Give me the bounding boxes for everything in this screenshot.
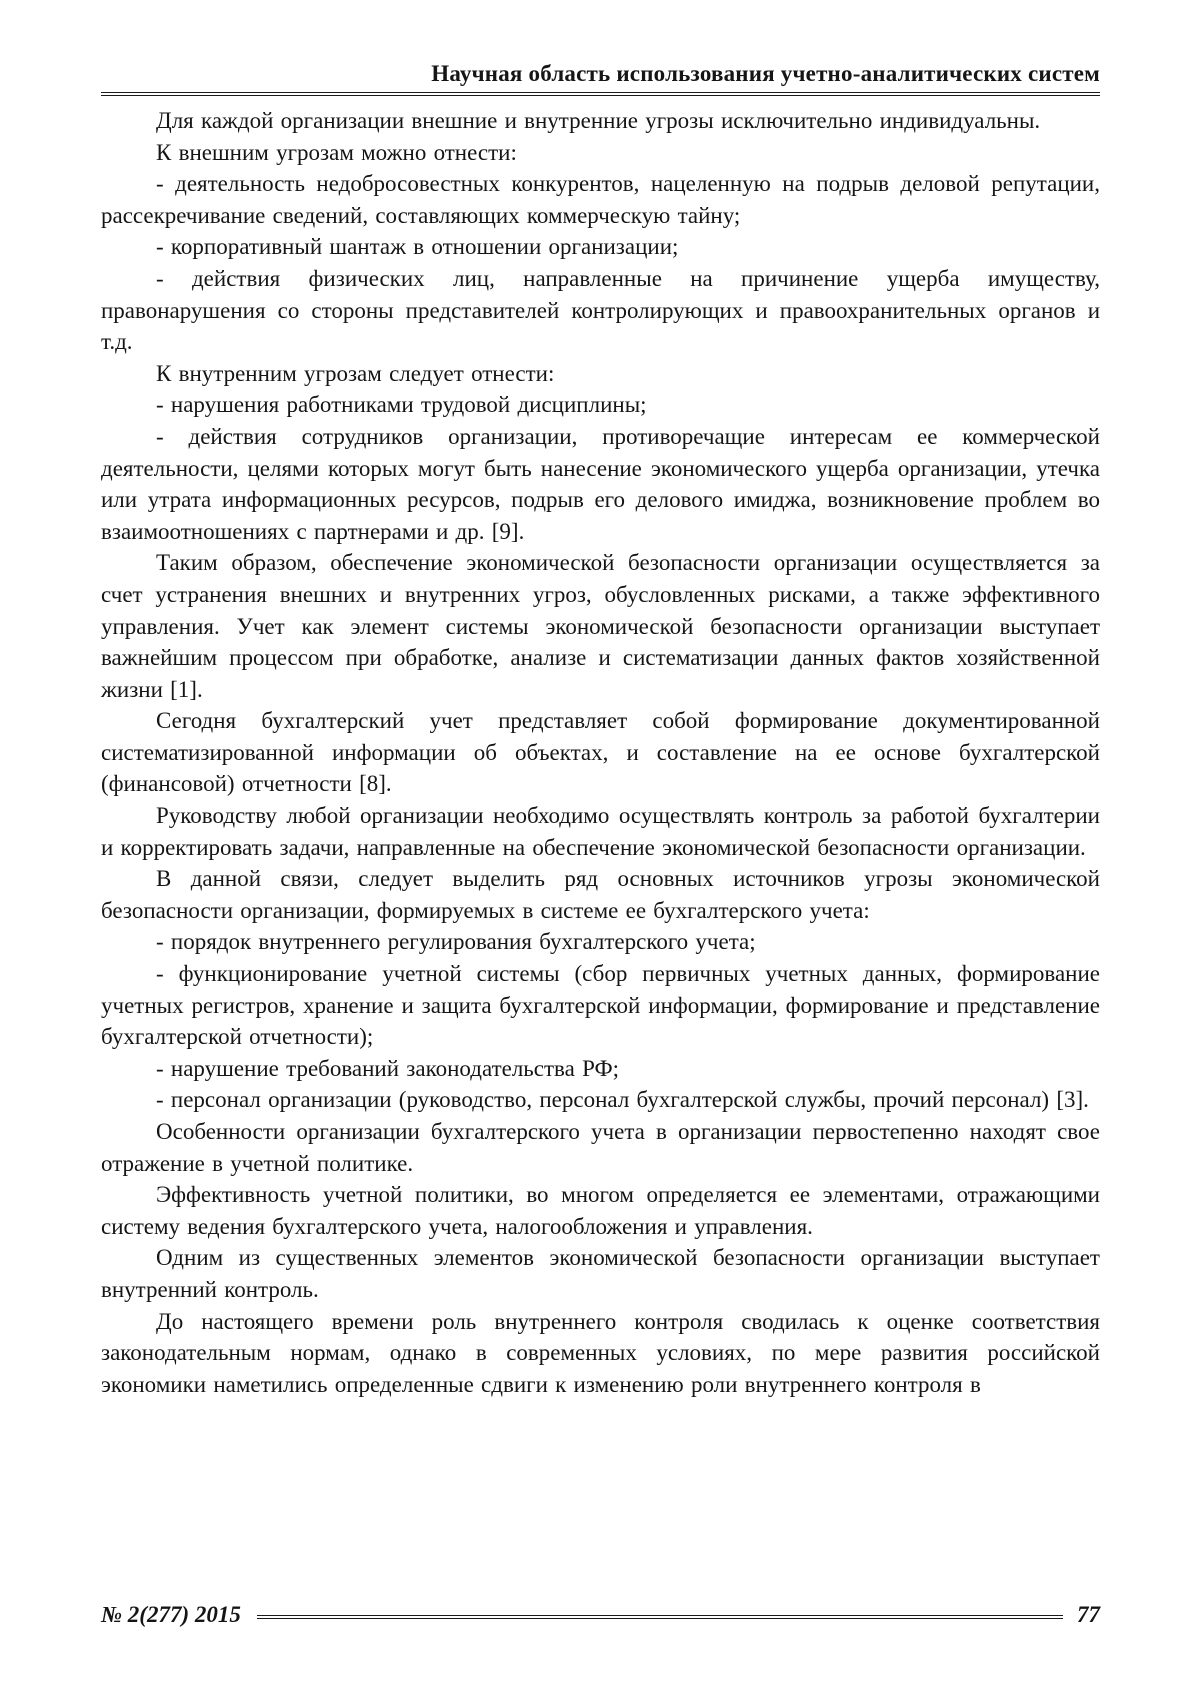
paragraph: Эффективность учетной политики, во многом определяется ее элементами, отражающими систему ведения бухгалтерского учета, налогообложения и управления.	[101, 1182, 1100, 1239]
paragraph: - персонал организации (руководство, персонал бухгалтерской службы, прочий персонал) [3].	[156, 1087, 1089, 1113]
paragraph: Особенности организации бухгалтерского учета в организации первостепенно находят свое отражение в учетной политике.	[101, 1119, 1100, 1176]
page-footer	[101, 1601, 1100, 1629]
issue-label: № 2(277) 2015	[101, 1602, 241, 1627]
paragraph: - действия физических лиц, направленные на причинение ущерба имуществу, правонарушения со стороны представителей контролирующих и правоохранительных органов и т.д.	[101, 265, 1100, 355]
paragraph: - корпоративный шантаж в отношении организации;	[156, 234, 679, 260]
paragraph: К внутренним угрозам следует отнести:	[156, 360, 555, 386]
running-head-title: Научная область использования учетно-аналитических систем	[431, 61, 1100, 86]
article-body	[101, 105, 1100, 1400]
paragraph: Сегодня бухгалтерский учет представляет собой формирование документированной систематизированной информации об объектах, и составление на ее основе бухгалтерской (финансовой) отчетности [8].	[101, 708, 1100, 797]
paragraph: - действия сотрудников организации, противоречащие интересам ее коммерческой деятельности, целями которых могут быть нанесение экономического ущерба организации, утечка или утрата информационных ресурсов, подрыв его делового имиджа, возникновение проблем во взаимоотношениях с партнерами и др. [9].	[101, 423, 1100, 544]
paragraph: Таким образом, обеспечение экономической безопасности организации осуществляется за счет устранения внешних и внутренних угроз, обусловленных рисками, а также эффективного управления. Учет как элемент системы экономической безопасности организации выступает важнейшим процессом при обработке, анализе и систематизации данных фактов хозяйственной жизни [1].	[101, 550, 1100, 702]
paragraph: Для каждой организации внешние и внутренние угрозы исключительно индивидуальны.	[156, 108, 1041, 133]
paragraph: Руководству любой организации необходимо осуществлять контроль за работой бухгалтерии и корректировать задачи, направленные на обеспечение экономической безопасности организации.	[101, 803, 1100, 860]
paragraph: - функционирование учетной системы (сбор первичных учетных данных, формирование учетных регистров, хранение и защита бухгалтерской информации, формирование и представление бухгалтерской отчетности);	[101, 961, 1100, 1050]
footer-rule	[257, 1615, 1063, 1619]
paragraph: - порядок внутреннего регулирования бухгалтерского учета;	[156, 929, 756, 955]
paragraph: До настоящего времени роль внутреннего контроля сводилась к оценке соответствия законодательным нормам, однако в современных условиях, по мере развития российской экономики наметились определенные сдвиги к изменению роли внутреннего контроля в	[101, 1308, 1100, 1397]
page-number: 77	[1077, 1602, 1100, 1627]
paragraph: - деятельность недобросовестных конкурентов, нацеленную на подрыв деловой репутации, рассекречивание сведений, составляющих коммерческую тайну;	[101, 171, 1100, 228]
paragraph: - нарушения работниками трудовой дисциплины;	[156, 392, 647, 418]
paragraph: - нарушение требований законодательства РФ;	[156, 1055, 620, 1081]
paragraph: Одним из существенных элементов экономической безопасности организации выступает внутренний контроль.	[101, 1245, 1100, 1302]
paragraph: К внешним угрозам можно отнести:	[156, 139, 517, 165]
page-header	[101, 60, 1100, 96]
paragraph: В данной связи, следует выделить ряд основных источников угрозы экономической безопасности организации, формируемых в системе ее бухгалтерского учета:	[101, 866, 1100, 923]
